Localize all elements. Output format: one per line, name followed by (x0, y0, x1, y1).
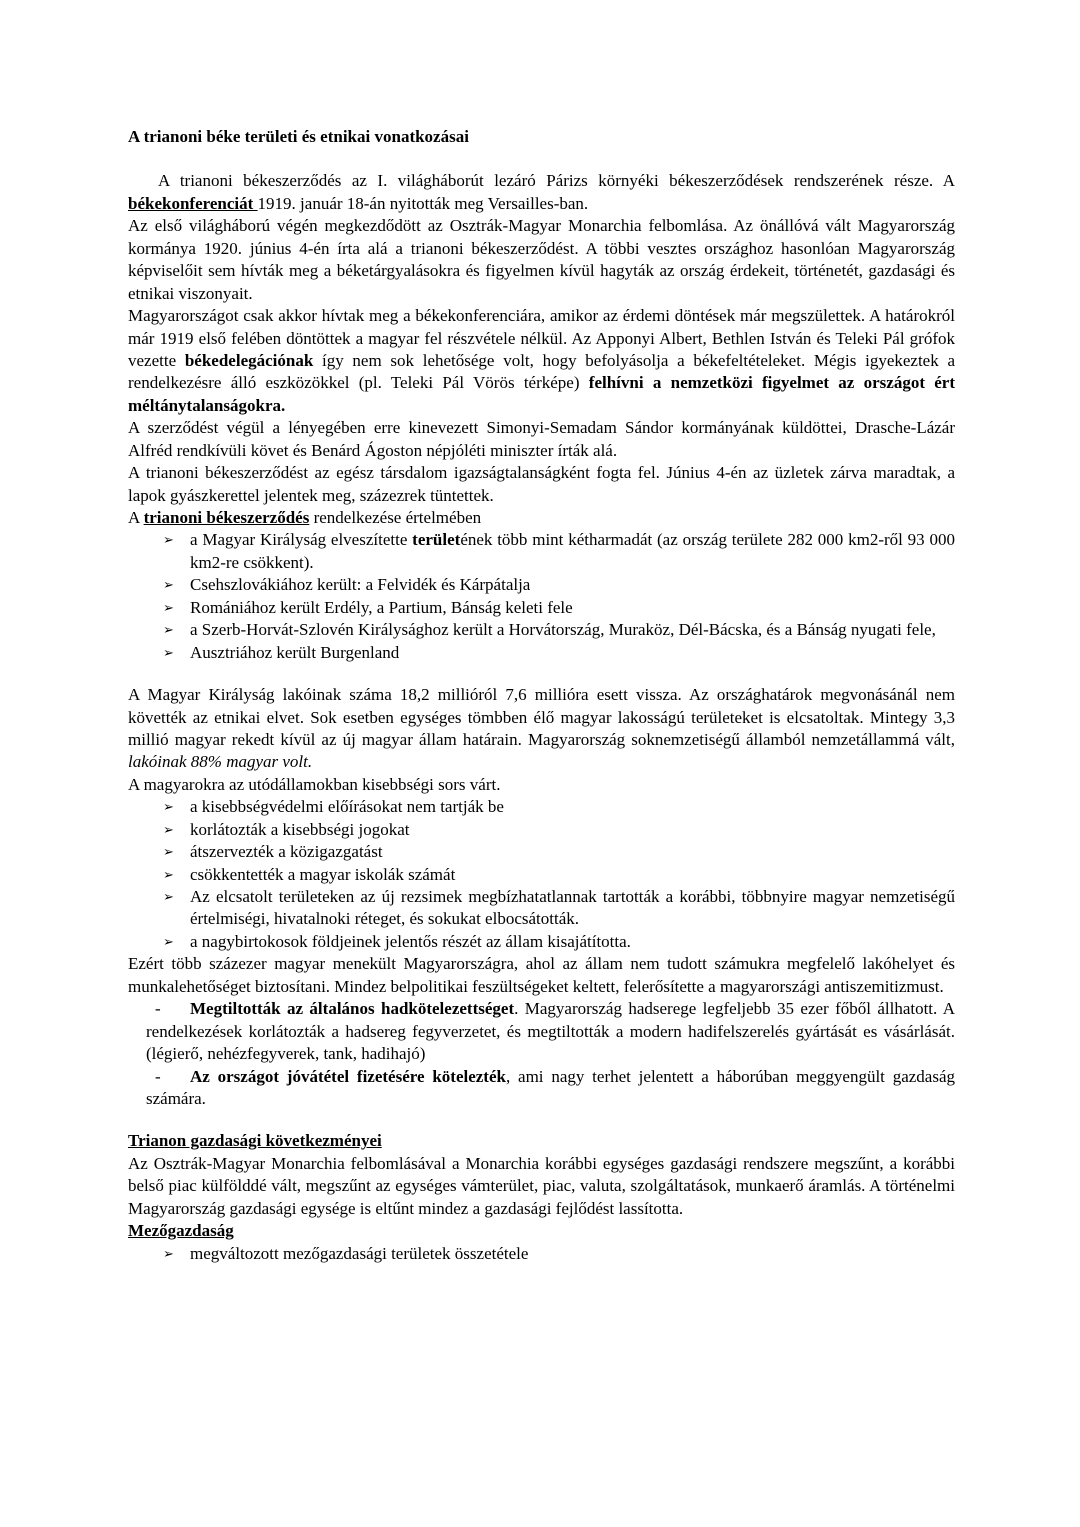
text-run: A magyarokra az utódállamokban kisebbségi sors várt. (128, 774, 501, 794)
list-item-text (190, 864, 955, 886)
list-item-text (190, 841, 955, 863)
text-run: lakóinak 88% magyar volt. (128, 752, 313, 772)
arrow-bullet-icon: ➢ (163, 934, 174, 950)
list-item (128, 886, 955, 931)
list-item-text (190, 597, 955, 619)
paragraph (128, 953, 955, 998)
paragraph (128, 774, 955, 796)
arrow-bullet-icon: ➢ (163, 533, 174, 549)
text-run: Az első világháború végén megkezdődött az Osztrák-Magyar Monarchia felbomlása. Az önállóvá vált Magyarország kormánya 1920. június 4-én írta alá a trianoni békeszerződést. A többi vesztes országhoz hasonlóan Magyarország képviselőit sem hívták meg a béketárgyalásokra és figyelmen kívül hagyták az ország érdekeit, történetét, gazdasági és etnikai viszonyait. (128, 216, 955, 303)
text-run: Az Osztrák-Magyar Monarchia felbomlásával a Monarchia korábbi egységes gazdasági rendszere megszűnt, a korábbi belső piac külfölddé vált, megszűnt az egységes vámterület, piac, valuta, szolgáltatások, munkaerő áramlás. A történelmi Magyarország gazdasági egysége is eltűnt mindez a gazdasági fejlődést lassította. (128, 1153, 955, 1218)
list-item (128, 796, 955, 818)
arrow-bullet-icon: ➢ (163, 600, 174, 616)
text-run: A trianoni békeszerződést az egész társdalom igazságtalanságként fogta fel. Június 4-én az üzletek zárva maradtak, a lapok gyászkerettel jelentek meg, százezrek tüntettek. (128, 463, 955, 505)
arrow-bullet-icon: ➢ (163, 822, 174, 838)
paragraph (128, 1153, 955, 1220)
text-run: a nagybirtokosok földjeinek jelentős részét az állam kisajátította. (190, 931, 631, 951)
paragraph (128, 417, 955, 462)
document-title (128, 126, 955, 148)
paragraph (128, 170, 955, 215)
bullet-list (128, 529, 955, 664)
document-body (128, 126, 955, 1265)
text-run: korlátozták a kisebbségi jogokat (190, 819, 410, 839)
text-run: a Szerb-Horvát-Szlovén Királysághoz került a Horvátország, Muraköz, Dél-Bácska, és a Bánság nyugati fele, (190, 620, 936, 640)
list-item (128, 931, 955, 953)
list-item (128, 642, 955, 664)
arrow-bullet-icon: ➢ (163, 800, 174, 816)
text-run: békedelegációnak (184, 350, 314, 370)
text-run: terület (412, 530, 461, 550)
text-run: Megtiltották az általános hadkötelezettséget (190, 999, 515, 1019)
list-item (128, 529, 955, 574)
bullet-list (128, 1243, 955, 1265)
text-run: A trianoni békeszerződés az I. világháborút lezáró Párizs környéki békeszerződések rendszerének része. A (158, 171, 955, 191)
text-run: 1919. január 18-án nyitották meg Versailles-ban. (257, 193, 589, 213)
list-item (146, 1066, 955, 1111)
text-run: A Magyar Királyság lakóinak száma 18,2 millióról 7,6 millióra esett vissza. Az országhatárok megvonásánál nem követték az etnikai elvet. Sok esetben egységes tömbben élő magyar lakosságú területeket is elcsatoltak. Mintegy 3,3 millió magyar rekedt kívül az új magyar állam határain. Magyarország soknemzetiségű államból nemzetállammá vált, (128, 685, 955, 749)
list-item (128, 864, 955, 886)
text-run: a kisebbségvédelmi előírásokat nem tartják be (190, 797, 504, 817)
arrow-bullet-icon: ➢ (163, 890, 174, 905)
text-run: A trianoni béke területi és etnikai vonatkozásai (128, 127, 469, 146)
list-item-text (190, 931, 955, 953)
dash-bullet-icon: - (155, 1066, 161, 1086)
arrow-bullet-icon: ➢ (163, 845, 174, 861)
text-run: csökkentették a magyar iskolák számát (190, 864, 456, 884)
list-item (128, 1243, 955, 1265)
list-item-text (190, 529, 955, 574)
paragraph (128, 305, 955, 417)
list-item-text (190, 574, 955, 596)
arrow-bullet-icon: ➢ (163, 578, 174, 594)
paragraph-spacer (128, 1110, 955, 1130)
list-item-text (146, 1067, 955, 1108)
section-heading (128, 1220, 955, 1242)
text-run: Csehszlovákiához került: a Felvidék és Kárpátalja (190, 575, 531, 595)
text-run: trianoni békeszerződés (143, 508, 310, 527)
text-run: a Magyar Királyság elveszítette (190, 530, 413, 550)
text-run: A (128, 508, 144, 527)
text-run: Trianon gazdasági következményei (128, 1131, 382, 1151)
list-item-text (190, 796, 955, 818)
paragraph (128, 684, 955, 774)
list-item (128, 841, 955, 863)
list-item-text (190, 642, 955, 664)
text-run: megváltozott mezőgazdasági területek összetétele (190, 1243, 529, 1263)
text-run: rendelkezése értelmében (309, 508, 482, 527)
text-run: Ezért több százezer magyar menekült Magyarországra, ahol az állam nem tudott számukra megfelelő lakóhelyet és munkalehetőséget biztosítani. Mindez belpolitikai feszültségeket keltett, felerősítette a magyarországi antiszemitizmust. (128, 954, 955, 996)
text-run: . Magyarország hadserege legfeljebb 35 ezer főből állhatott. A rendelkezések korlátozták a hadsereg fegyverzetet, és megtiltották a modern hadifelszerelés gyártását es vásárlását. (légierő, nehézfegyverek, tank, hadihajó) (146, 999, 955, 1064)
list-item-text (146, 999, 955, 1063)
list-item-text (190, 619, 955, 641)
text-run: Mezőgazdaság (128, 1221, 234, 1241)
list-item-text (190, 819, 955, 841)
text-run: Az országot jóvátétel fizetésére kötelezték (190, 1066, 506, 1086)
list-item (128, 597, 955, 619)
arrow-bullet-icon: ➢ (163, 645, 174, 661)
paragraph (128, 462, 955, 507)
text-run: A szerződést végül a lényegében erre kinevezett Simonyi-Semadam Sándor kormányának küldöttei, Drasche-Lázár Alfréd rendkívüli követ és Benárd Ágoston népjóléti miniszter írták alá. (128, 418, 955, 460)
bullet-list (128, 998, 955, 1110)
list-item (146, 998, 955, 1065)
text-run: békekonferenciát (128, 193, 258, 213)
text-run: Magyarországot csak akkor hívtak meg a békekonferenciára, amikor az érdemi döntések már megszülettek. A határokról már 1919 első felében döntöttek a magyar fel részvétele nélkül. Az Apponyi Albert, Bethlen István és Teleki Pál grófok vezette (128, 306, 955, 370)
list-item (128, 819, 955, 841)
list-item (128, 574, 955, 596)
arrow-bullet-icon: ➢ (163, 623, 174, 639)
text-run: Ausztriához került Burgenland (190, 642, 400, 662)
text-run: átszervezték a közigazgatást (190, 842, 383, 862)
list-item-text (190, 886, 955, 931)
text-run: ének több mint kétharmadát (az ország területe 282 000 km2-ről 93 000 km2-re csökkent). (190, 530, 955, 572)
section-heading (128, 1130, 955, 1152)
text-run: így nem sok lehetősége volt, hogy befolyásolja a békefeltételeket. Mégis igyekeztek a rendelkezésre álló eszközökkel (pl. Teleki Pál Vörös térképe) (128, 350, 955, 393)
arrow-bullet-icon: ➢ (163, 1246, 174, 1262)
bullet-list (128, 796, 955, 953)
text-run: Az elcsatolt területeken az új rezsimek megbízhatatlannak tartották a korábbi, többnyire magyar nemzetiségű értelmiségi, hivatalnoki réteget, és sokukat elbocsátották. (190, 887, 955, 929)
paragraph (128, 507, 955, 529)
paragraph-spacer (128, 664, 955, 684)
text-run: Romániához került Erdély, a Partium, Bánság keleti fele (190, 597, 573, 617)
dash-bullet-icon: - (155, 999, 161, 1019)
paragraph (128, 215, 955, 305)
text-run: , ami nagy terhet jelentett a háborúban meggyengült gazdaság számára. (146, 1066, 955, 1108)
text-run: felhívni a nemzetközi figyelmet az országot ért méltánytalanságokra. (128, 373, 955, 415)
list-item (128, 619, 955, 641)
list-item-text (190, 1243, 955, 1265)
arrow-bullet-icon: ➢ (163, 867, 174, 883)
